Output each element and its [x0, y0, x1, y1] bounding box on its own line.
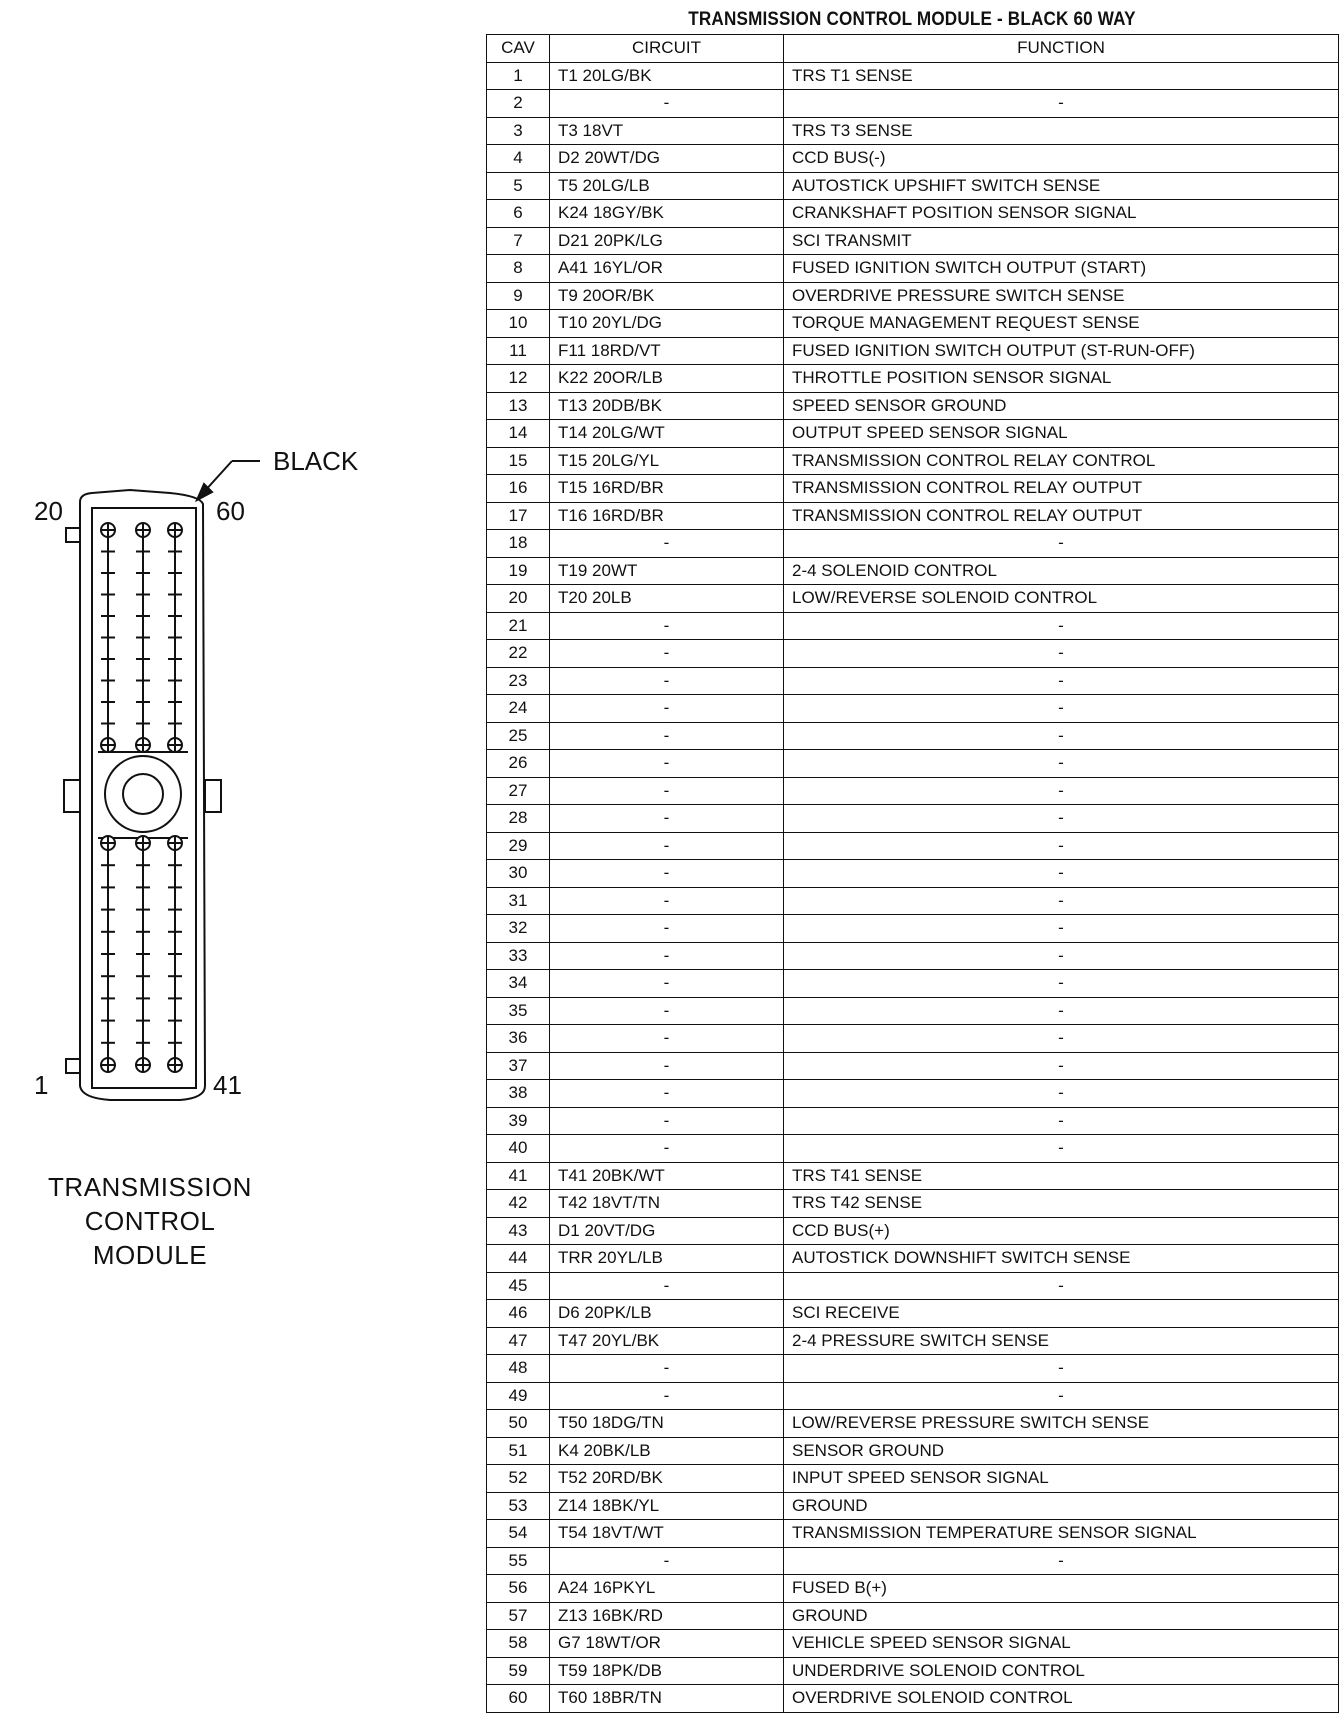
circuit-cell: - [550, 1547, 784, 1575]
circuit-cell: K22 20OR/LB [550, 365, 784, 393]
table-row [487, 1602, 1339, 1630]
cav: 12 [487, 365, 550, 393]
function-cell: - [784, 750, 1339, 778]
table-row [487, 1492, 1339, 1520]
cav: 1 [487, 62, 550, 90]
caption-line-1: TRANSMISSION [48, 1172, 252, 1202]
circuit-cell: T9 20OR/BK [550, 282, 784, 310]
circuit-cell: - [550, 832, 784, 860]
table-row [487, 1245, 1339, 1273]
cav: 43 [487, 1217, 550, 1245]
table-row [487, 90, 1339, 118]
circuit-cell: T54 18VT/WT [550, 1520, 784, 1548]
function-cell: VEHICLE SPEED SENSOR SIGNAL [784, 1630, 1339, 1658]
function-cell: AUTOSTICK DOWNSHIFT SWITCH SENSE [784, 1245, 1339, 1273]
cav: 55 [487, 1547, 550, 1575]
cav: 15 [487, 447, 550, 475]
circuit-cell: T5 20LG/LB [550, 172, 784, 200]
circuit-cell: T3 18VT [550, 117, 784, 145]
function-cell: SCI RECEIVE [784, 1300, 1339, 1328]
table-row [487, 695, 1339, 723]
center-boss [105, 756, 181, 832]
function-cell: - [784, 667, 1339, 695]
function-cell: TRANSMISSION CONTROL RELAY OUTPUT [784, 475, 1339, 503]
table-row [487, 942, 1339, 970]
cav: 41 [487, 1162, 550, 1190]
function-cell: TRANSMISSION CONTROL RELAY OUTPUT [784, 502, 1339, 530]
table-row [487, 447, 1339, 475]
circuit-cell: F11 18RD/VT [550, 337, 784, 365]
function-cell: FUSED IGNITION SWITCH OUTPUT (START) [784, 255, 1339, 283]
cav: 14 [487, 420, 550, 448]
circuit-cell: - [550, 530, 784, 558]
circuit-cell: T50 18DG/TN [550, 1410, 784, 1438]
cav: 21 [487, 612, 550, 640]
function-cell: OUTPUT SPEED SENSOR SIGNAL [784, 420, 1339, 448]
pin-label-bottom-right: 41 [213, 1070, 242, 1100]
latch-mid-left [64, 780, 80, 812]
cav: 54 [487, 1520, 550, 1548]
table-row [487, 255, 1339, 283]
circuit-cell: - [550, 640, 784, 668]
table-row [487, 1355, 1339, 1383]
table-row [487, 805, 1339, 833]
table-row [487, 640, 1339, 668]
circuit-cell: T60 18BR/TN [550, 1685, 784, 1713]
cav: 46 [487, 1300, 550, 1328]
cav: 29 [487, 832, 550, 860]
circuit-cell: - [550, 1355, 784, 1383]
circuit-cell: T20 20LB [550, 585, 784, 613]
cav: 35 [487, 997, 550, 1025]
function-cell: TRANSMISSION CONTROL RELAY CONTROL [784, 447, 1339, 475]
latch-bottom-left [66, 1059, 80, 1073]
table-row [487, 1300, 1339, 1328]
function-cell: GROUND [784, 1602, 1339, 1630]
circuit-cell: - [550, 942, 784, 970]
circuit-cell: - [550, 997, 784, 1025]
pinout-table [486, 34, 1339, 1713]
cav: 52 [487, 1465, 550, 1493]
table-row [487, 557, 1339, 585]
circuit-cell: A24 16PKYL [550, 1575, 784, 1603]
circuit-cell: - [550, 1080, 784, 1108]
table-row [487, 1685, 1339, 1713]
function-cell: SCI TRANSMIT [784, 227, 1339, 255]
cav: 16 [487, 475, 550, 503]
cav: 22 [487, 640, 550, 668]
function-cell: - [784, 915, 1339, 943]
function-cell: FUSED B(+) [784, 1575, 1339, 1603]
caption-line-2: CONTROL [84, 1206, 216, 1236]
function-cell: SENSOR GROUND [784, 1437, 1339, 1465]
circuit-cell: - [550, 777, 784, 805]
cav: 19 [487, 557, 550, 585]
circuit-cell: Z14 18BK/YL [550, 1492, 784, 1520]
cav: 50 [487, 1410, 550, 1438]
function-cell: - [784, 1107, 1339, 1135]
function-cell: AUTOSTICK UPSHIFT SWITCH SENSE [784, 172, 1339, 200]
table-title: TRANSMISSION CONTROL MODULE - BLACK 60 WAY [688, 9, 1136, 30]
cav: 37 [487, 1052, 550, 1080]
cav: 2 [487, 90, 550, 118]
circuit-cell: - [550, 1025, 784, 1053]
cav: 33 [487, 942, 550, 970]
table-row [487, 750, 1339, 778]
function-cell: TRS T42 SENSE [784, 1190, 1339, 1218]
circuit-cell: - [550, 860, 784, 888]
table-row [487, 997, 1339, 1025]
cav: 38 [487, 1080, 550, 1108]
table-header-row [487, 35, 1339, 63]
cav: 4 [487, 145, 550, 173]
table-row [487, 1410, 1339, 1438]
table-row [487, 227, 1339, 255]
function-cell: - [784, 832, 1339, 860]
function-cell: - [784, 90, 1339, 118]
function-cell: OVERDRIVE PRESSURE SWITCH SENSE [784, 282, 1339, 310]
circuit-cell: Z13 16BK/RD [550, 1602, 784, 1630]
table-row [487, 1437, 1339, 1465]
circuit-cell: D1 20VT/DG [550, 1217, 784, 1245]
cav: 53 [487, 1492, 550, 1520]
table-row [487, 1547, 1339, 1575]
table-row [487, 1657, 1339, 1685]
cav: 48 [487, 1355, 550, 1383]
cav: 23 [487, 667, 550, 695]
table-row [487, 1272, 1339, 1300]
function-cell: THROTTLE POSITION SENSOR SIGNAL [784, 365, 1339, 393]
circuit-cell: K4 20BK/LB [550, 1437, 784, 1465]
function-cell: INPUT SPEED SENSOR SIGNAL [784, 1465, 1339, 1493]
table-row [487, 420, 1339, 448]
circuit-cell: - [550, 667, 784, 695]
table-row [487, 62, 1339, 90]
circuit-cell: - [550, 695, 784, 723]
cav: 9 [487, 282, 550, 310]
table-row [487, 475, 1339, 503]
function-cell: LOW/REVERSE SOLENOID CONTROL [784, 585, 1339, 613]
function-cell: - [784, 1547, 1339, 1575]
cav: 56 [487, 1575, 550, 1603]
table-body [487, 62, 1339, 1712]
cav: 36 [487, 1025, 550, 1053]
circuit-cell: T41 20BK/WT [550, 1162, 784, 1190]
circuit-cell: - [550, 1272, 784, 1300]
circuit-cell: TRR 20YL/LB [550, 1245, 784, 1273]
circuit-cell: T1 20LG/BK [550, 62, 784, 90]
function-cell: LOW/REVERSE PRESSURE SWITCH SENSE [784, 1410, 1339, 1438]
function-cell: CCD BUS(+) [784, 1217, 1339, 1245]
cav: 39 [487, 1107, 550, 1135]
cav: 32 [487, 915, 550, 943]
circuit-cell: - [550, 1107, 784, 1135]
function-cell: - [784, 722, 1339, 750]
circuit-cell: - [550, 90, 784, 118]
cav: 30 [487, 860, 550, 888]
function-cell: TRS T3 SENSE [784, 117, 1339, 145]
function-cell: TRANSMISSION TEMPERATURE SENSOR SIGNAL [784, 1520, 1339, 1548]
function-cell: - [784, 640, 1339, 668]
cav: 57 [487, 1602, 550, 1630]
table-row [487, 1465, 1339, 1493]
table-row [487, 1630, 1339, 1658]
function-cell: - [784, 1272, 1339, 1300]
pin-label-top-left: 20 [34, 496, 63, 526]
circuit-cell: D2 20WT/DG [550, 145, 784, 173]
center-bolt-icon [123, 774, 163, 814]
table-row [487, 200, 1339, 228]
header-cav: CAV [487, 35, 550, 63]
table-row [487, 777, 1339, 805]
table-row [487, 722, 1339, 750]
table-row [487, 145, 1339, 173]
cav: 45 [487, 1272, 550, 1300]
circuit-cell: - [550, 915, 784, 943]
circuit-cell: T10 20YL/DG [550, 310, 784, 338]
function-cell: CRANKSHAFT POSITION SENSOR SIGNAL [784, 200, 1339, 228]
function-cell: 2-4 SOLENOID CONTROL [784, 557, 1339, 585]
cav: 6 [487, 200, 550, 228]
table-row [487, 887, 1339, 915]
table-row [487, 392, 1339, 420]
table-row [487, 337, 1339, 365]
table-row [487, 1382, 1339, 1410]
cav: 51 [487, 1437, 550, 1465]
function-cell: - [784, 1135, 1339, 1163]
function-cell: - [784, 612, 1339, 640]
circuit-cell: D6 20PK/LB [550, 1300, 784, 1328]
table-row [487, 310, 1339, 338]
table-row [487, 915, 1339, 943]
cav: 17 [487, 502, 550, 530]
circuit-cell: K24 18GY/BK [550, 200, 784, 228]
function-cell: - [784, 1080, 1339, 1108]
function-cell: - [784, 887, 1339, 915]
circuit-cell: T14 20LG/WT [550, 420, 784, 448]
pin-label-bottom-left: 1 [34, 1070, 49, 1100]
function-cell: SPEED SENSOR GROUND [784, 392, 1339, 420]
cav: 3 [487, 117, 550, 145]
table-row [487, 612, 1339, 640]
function-cell: 2-4 PRESSURE SWITCH SENSE [784, 1327, 1339, 1355]
cav: 8 [487, 255, 550, 283]
function-cell: - [784, 1355, 1339, 1383]
cav: 34 [487, 970, 550, 998]
table-row [487, 1135, 1339, 1163]
table-row [487, 117, 1339, 145]
circuit-cell: - [550, 887, 784, 915]
cav: 27 [487, 777, 550, 805]
table-row [487, 970, 1339, 998]
cav: 47 [487, 1327, 550, 1355]
table-row [487, 1107, 1339, 1135]
circuit-cell: D21 20PK/LG [550, 227, 784, 255]
function-cell: TRS T1 SENSE [784, 62, 1339, 90]
pin-label-top-right: 60 [216, 496, 245, 526]
table-row [487, 1052, 1339, 1080]
function-cell: OVERDRIVE SOLENOID CONTROL [784, 1685, 1339, 1713]
function-cell: - [784, 860, 1339, 888]
cav: 7 [487, 227, 550, 255]
function-cell: - [784, 970, 1339, 998]
connector-diagram [0, 430, 260, 1110]
header-circuit: CIRCUIT [550, 35, 784, 63]
circuit-cell: T52 20RD/BK [550, 1465, 784, 1493]
cav: 60 [487, 1685, 550, 1713]
table-row [487, 1080, 1339, 1108]
cav: 25 [487, 722, 550, 750]
circuit-cell: - [550, 1382, 784, 1410]
table-row [487, 832, 1339, 860]
table-row [487, 1520, 1339, 1548]
table-row [487, 860, 1339, 888]
table-row [487, 667, 1339, 695]
table-row [487, 1575, 1339, 1603]
circuit-cell: T16 16RD/BR [550, 502, 784, 530]
circuit-cell: - [550, 722, 784, 750]
circuit-cell: T19 20WT [550, 557, 784, 585]
cav: 59 [487, 1657, 550, 1685]
table-row [487, 1190, 1339, 1218]
table-row [487, 1217, 1339, 1245]
cav: 20 [487, 585, 550, 613]
table-row [487, 1162, 1339, 1190]
cav: 24 [487, 695, 550, 723]
circuit-cell: - [550, 1135, 784, 1163]
connector-color-label: BLACK [273, 446, 359, 476]
table-row [487, 282, 1339, 310]
latch-top-left [66, 528, 80, 542]
table-row [487, 365, 1339, 393]
function-cell: TRS T41 SENSE [784, 1162, 1339, 1190]
connector-caption [30, 1170, 270, 1272]
function-cell: - [784, 530, 1339, 558]
circuit-cell: T47 20YL/BK [550, 1327, 784, 1355]
function-cell: - [784, 997, 1339, 1025]
function-cell: - [784, 942, 1339, 970]
function-cell: - [784, 777, 1339, 805]
function-cell: UNDERDRIVE SOLENOID CONTROL [784, 1657, 1339, 1685]
cav: 31 [487, 887, 550, 915]
function-cell: - [784, 695, 1339, 723]
circuit-cell: T59 18PK/DB [550, 1657, 784, 1685]
cav: 44 [487, 1245, 550, 1273]
function-cell: TORQUE MANAGEMENT REQUEST SENSE [784, 310, 1339, 338]
table-row [487, 585, 1339, 613]
circuit-cell: T42 18VT/TN [550, 1190, 784, 1218]
table-row [487, 172, 1339, 200]
caption-line-3: MODULE [92, 1240, 208, 1270]
cav: 13 [487, 392, 550, 420]
circuit-cell: A41 16YL/OR [550, 255, 784, 283]
function-cell: - [784, 1025, 1339, 1053]
cav: 11 [487, 337, 550, 365]
latch-mid-right [205, 780, 221, 812]
function-cell: - [784, 1382, 1339, 1410]
circuit-cell: T15 20LG/YL [550, 447, 784, 475]
cav: 18 [487, 530, 550, 558]
circuit-cell: - [550, 1052, 784, 1080]
circuit-cell: - [550, 750, 784, 778]
function-cell: - [784, 805, 1339, 833]
header-function: FUNCTION [784, 35, 1339, 63]
circuit-cell: - [550, 612, 784, 640]
function-cell: GROUND [784, 1492, 1339, 1520]
cav: 58 [487, 1630, 550, 1658]
cav: 42 [487, 1190, 550, 1218]
cav: 28 [487, 805, 550, 833]
cav: 26 [487, 750, 550, 778]
function-cell: CCD BUS(-) [784, 145, 1339, 173]
circuit-cell: - [550, 970, 784, 998]
table-row [487, 530, 1339, 558]
circuit-cell: - [550, 805, 784, 833]
circuit-cell: G7 18WT/OR [550, 1630, 784, 1658]
circuit-cell: T15 16RD/BR [550, 475, 784, 503]
table-row [487, 1327, 1339, 1355]
function-cell: - [784, 1052, 1339, 1080]
cav: 49 [487, 1382, 550, 1410]
circuit-cell: T13 20DB/BK [550, 392, 784, 420]
function-cell: FUSED IGNITION SWITCH OUTPUT (ST-RUN-OFF) [784, 337, 1339, 365]
table-row [487, 1025, 1339, 1053]
cav: 5 [487, 172, 550, 200]
cav: 40 [487, 1135, 550, 1163]
cav: 10 [487, 310, 550, 338]
table-row [487, 502, 1339, 530]
